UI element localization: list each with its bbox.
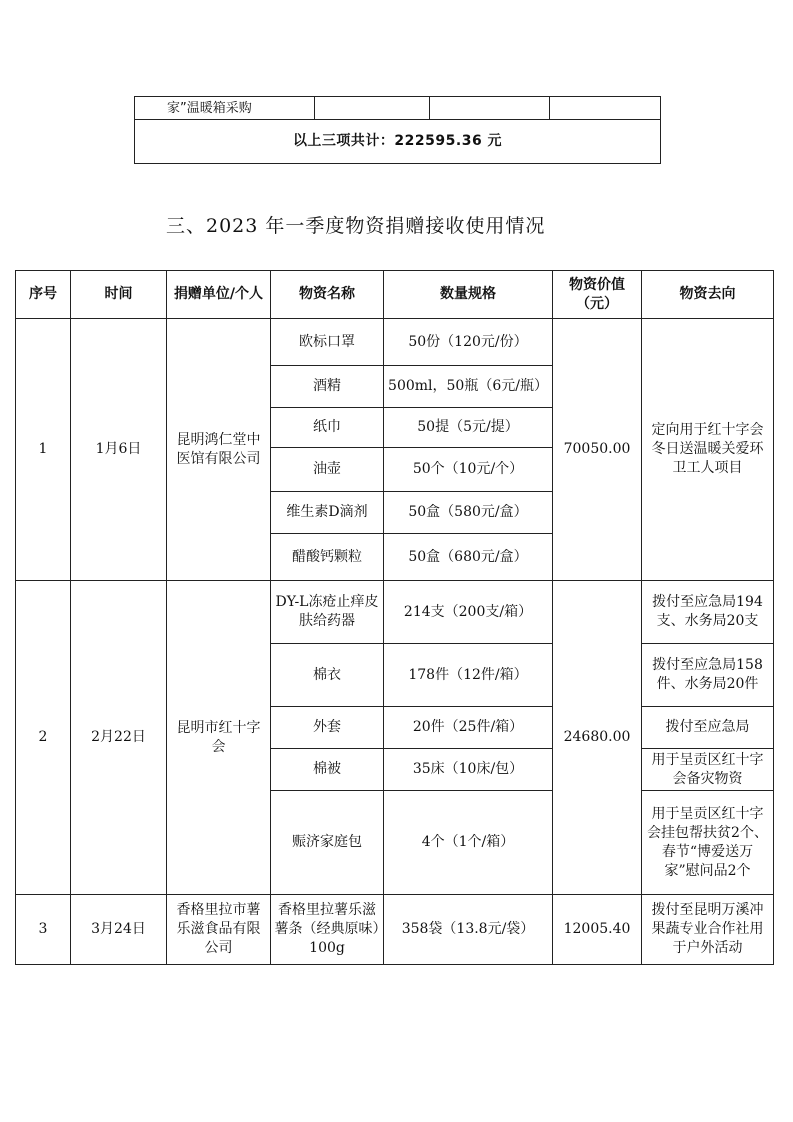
header-row [16,271,774,319]
item-quantity: 178件（12件/箱） [384,644,553,707]
item-name: 油壶 [271,448,384,492]
item-quantity: 50份（120元/份） [384,319,553,366]
table-row [16,581,774,644]
row-date: 2月22日 [71,581,167,895]
continued-cell: 家”温暖箱采购 [135,97,315,120]
item-destination: 拨付至昆明万溪冲果蔬专业合作社用于户外活动 [642,895,774,965]
header-quantity: 数量规格 [384,271,553,319]
table-row [16,319,774,366]
item-destination: 拨付至应急局 [642,707,774,749]
header-donor: 捐赠单位/个人 [167,271,271,319]
row-value: 12005.40 [553,895,642,965]
summary-table [134,96,661,164]
item-name: 棉衣 [271,644,384,707]
item-name: 赈济家庭包 [271,791,384,895]
row-date: 3月24日 [71,895,167,965]
item-name: 外套 [271,707,384,749]
item-name: 醋酸钙颗粒 [271,534,384,581]
total-cell: 以上三项共计：222595.36 元 [135,120,661,164]
item-name: 酒精 [271,366,384,408]
item-destination: 用于呈贡区红十字会备灾物资 [642,749,774,791]
item-quantity: 35床（10床/包） [384,749,553,791]
item-name: 香格里拉薯乐滋薯条（经典原味）100g [271,895,384,965]
item-name: 棉被 [271,749,384,791]
section-title: 三、2023 年一季度物资捐赠接收使用情况 [166,215,546,237]
empty-cell [315,97,430,120]
empty-cell [430,97,550,120]
item-quantity: 50盒（580元/盒） [384,492,553,534]
donation-table [15,270,774,965]
row-date: 1月6日 [71,319,167,581]
item-destination: 拨付至应急局158件、水务局20件 [642,644,774,707]
continued-row [135,97,661,120]
item-quantity: 50盒（680元/盒） [384,534,553,581]
item-name: DY-L冻疮止痒皮肤给药器 [271,581,384,644]
row-no: 2 [16,581,71,895]
header-item-name: 物资名称 [271,271,384,319]
row-donor: 香格里拉市薯乐滋食品有限公司 [167,895,271,965]
table-row [16,895,774,965]
row-donor: 昆明市红十字会 [167,581,271,895]
header-date: 时间 [71,271,167,319]
item-name: 纸巾 [271,408,384,448]
item-quantity: 50个（10元/个） [384,448,553,492]
header-value: 物资价值（元） [553,271,642,319]
row-no: 1 [16,319,71,581]
item-quantity: 20件（25件/箱） [384,707,553,749]
row-value: 70050.00 [553,319,642,581]
item-quantity: 50提（5元/提） [384,408,553,448]
empty-cell [550,97,661,120]
item-quantity: 214支（200支/箱） [384,581,553,644]
row-no: 3 [16,895,71,965]
item-name: 欧标口罩 [271,319,384,366]
row-destination: 定向用于红十字会冬日送温暖关爱环卫工人项目 [642,319,774,581]
item-quantity: 4个（1个/箱） [384,791,553,895]
item-name: 维生素D滴剂 [271,492,384,534]
item-destination: 拨付至应急局194支、水务局20支 [642,581,774,644]
row-donor: 昆明鸿仁堂中医馆有限公司 [167,319,271,581]
item-quantity: 358袋（13.8元/袋） [384,895,553,965]
item-destination: 用于呈贡区红十字会挂包帮扶贫2个、春节“博爱送万家”慰问品2个 [642,791,774,895]
header-no: 序号 [16,271,71,319]
row-value: 24680.00 [553,581,642,895]
item-quantity: 500ml，50瓶（6元/瓶） [384,366,553,408]
header-destination: 物资去向 [642,271,774,319]
total-row [135,120,661,164]
